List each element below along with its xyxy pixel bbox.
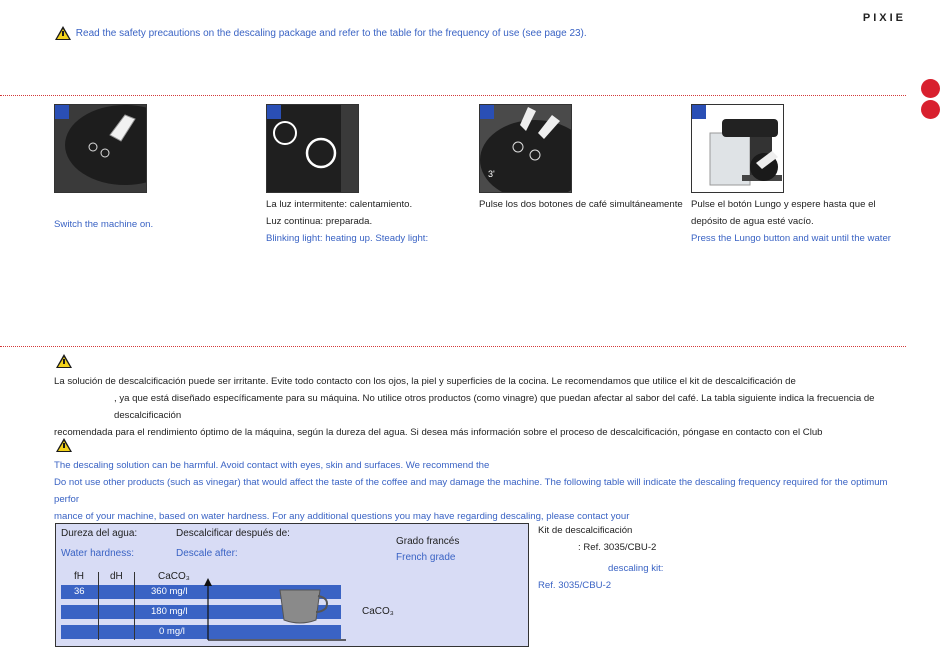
step-3-image (479, 104, 572, 193)
col-caco3: CaCO₃ (158, 571, 190, 582)
warning-icon-en (56, 438, 72, 452)
step-2-es-1: La luz intermitente: calentamiento. (266, 199, 413, 210)
step-4-es-2: depósito de agua esté vacío. (691, 216, 814, 227)
step-number-badge (55, 105, 69, 119)
warning-icon-es (56, 354, 72, 368)
step-2-en: Blinking light: heating up. Steady light: (266, 233, 429, 244)
descaling-table (55, 523, 529, 647)
step-4-image (691, 104, 784, 193)
timer-label: 3' (488, 169, 495, 179)
step-number-badge (267, 105, 281, 119)
step-1-caption (54, 216, 254, 233)
grade-label-es: Grado francés (396, 536, 460, 547)
col-dh: dH (110, 571, 123, 582)
step-2-image (266, 104, 359, 193)
en-warning-line-1: The descaling solution can be harmful. Avoid contact with eyes, skin and surfaces. We recommend the (54, 460, 490, 471)
row-caco3: 360 mg/l (151, 586, 188, 597)
kit-ref-es: : Ref. 3035/CBU-2 (578, 542, 657, 553)
row-fh: 36 (74, 586, 85, 597)
step-2-caption (266, 196, 466, 247)
descale-label-es: Descalcificar después de: (176, 528, 290, 539)
step-number-badge (692, 105, 706, 119)
en-warning-line-3: mance of your machine, based on water hardness. For any additional questions you may have regarding descaling, please contact your (54, 511, 630, 522)
brand-logo: PIXIE (862, 12, 906, 24)
step-3-es: Pulse los dos botones de café simultáneamente (479, 199, 683, 210)
top-safety-note (55, 26, 587, 40)
caco3-side-label: CaCO₃ (362, 606, 394, 617)
step-4-en: Press the Lungo button and wait until the water (691, 233, 891, 244)
en-warning-text (54, 457, 914, 525)
step-3-caption (479, 196, 689, 213)
warning-icon (55, 26, 71, 40)
es-warning-line-2: , ya que está diseñado específicamente para su máquina. No utilice otros productos (como vinagre) que puedan afectar al sabor del café. La tabla siguiente indica la frecuencia de descalcificación (114, 393, 875, 421)
en-warning-line-2: Do not use other products (such as vinegar) that would affect the taste of the coffee and may damage the machine. The following table will indicate the descaling frequency required for the optimum perfor (54, 477, 888, 505)
col-divider (98, 572, 99, 640)
step-4-caption (691, 196, 906, 247)
step-1-en: Switch the machine on. (54, 219, 154, 230)
step-4-es-1: Pulse el botón Lungo y espere hasta que el (691, 199, 876, 210)
col-fh: fH (74, 571, 84, 582)
es-warning-line-3: recomendada para el rendimiento óptimo de la máquina, según la dureza del agua. Si desea más información sobre el proceso de descalcificación, póngase en contacto con el Club (54, 427, 823, 438)
grade-label-en: French grade (396, 552, 456, 563)
kit-ref-en: Ref. 3035/CBU-2 (538, 580, 612, 591)
descale-label-en: Descale after: (176, 548, 238, 559)
hardness-label-es: Dureza del agua: (61, 528, 138, 539)
divider-top (0, 95, 906, 96)
warning-icon (56, 438, 72, 452)
step-1-image (54, 104, 147, 193)
col-divider (134, 572, 135, 640)
row-caco3: 0 mg/l (159, 626, 185, 637)
warning-icon (56, 354, 72, 368)
step-number-badge (480, 105, 494, 119)
step-2-es-2: Luz continua: preparada. (266, 216, 373, 227)
row-caco3: 180 mg/l (151, 606, 188, 617)
kit-info (538, 522, 738, 594)
tab-marker-2 (921, 100, 940, 119)
top-note-text: Read the safety precautions on the descaling package and refer to the table for the frequency of use (see page 23). (75, 27, 587, 39)
kit-title-en: descaling kit: (608, 563, 664, 574)
es-warning-text (54, 373, 914, 441)
es-warning-line-1: La solución de descalcificación puede ser irritante. Evite todo contacto con los ojos, la piel y superficies de la cocina. Le recomendamos que utilice el kit de descalcificación de (54, 376, 796, 387)
kit-title-es: Kit de descalcificación (538, 525, 633, 536)
arrow-and-cup-graphic (196, 576, 346, 644)
tab-marker-1 (921, 79, 940, 98)
hardness-label-en: Water hardness: (61, 548, 134, 559)
divider-middle (0, 346, 906, 347)
